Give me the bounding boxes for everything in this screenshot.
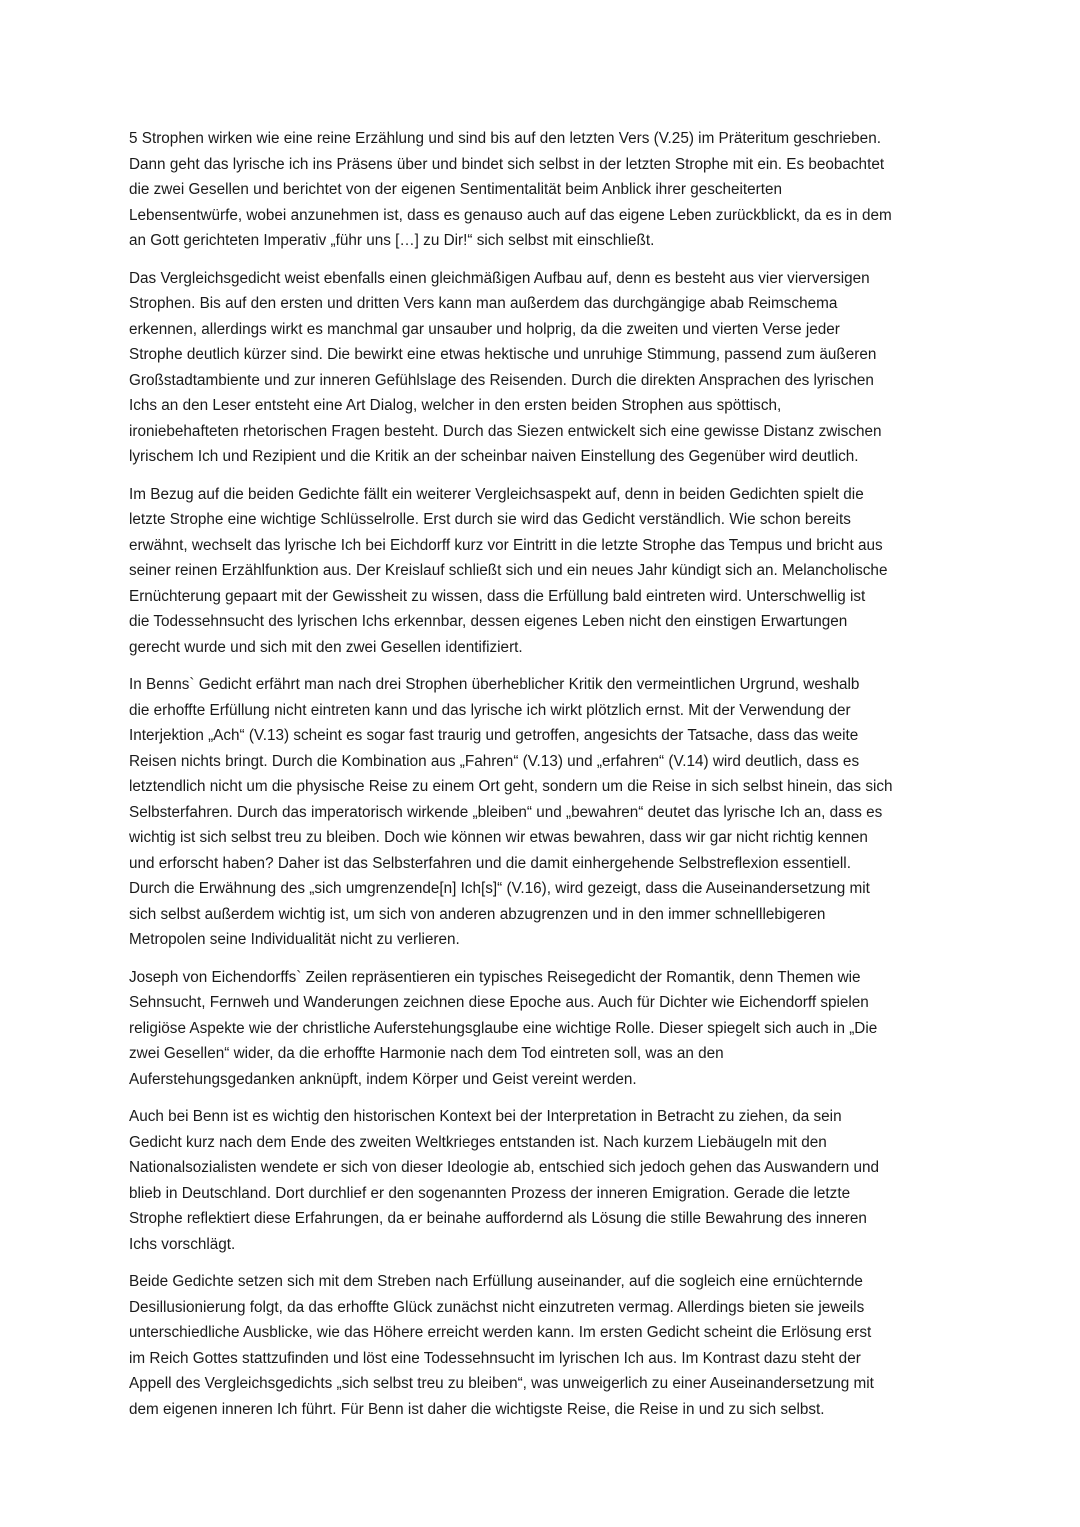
paragraph-7: Beide Gedichte setzen sich mit dem Streben nach Erfüllung auseinander, auf die sogleich eine ernüchternde Desillusionierung folgt, da das erhoffte Glück zunächst nicht einzutreten vermag. Allerdings bieten sie jeweils unterschiedliche Ausblicke, wie das Höhere erreicht werden kann. Im ersten Gedicht scheint die Erlösung erst im Reich Gottes stattzufinden und löst eine Todessehnsucht im lyrischen Ich aus. Im Kontrast dazu steht der Appell des Vergleichsgedichts „sich selbst treu zu bleiben“, was unweigerlich zu einer Auseinandersetzung mit dem eigenen inneren Ich führt. Für Benn ist daher die wichtigste Reise, die Reise in und zu sich selbst. [129, 1273, 874, 1418]
paragraph-6: Auch bei Benn ist es wichtig den historischen Kontext bei der Interpretation in Betracht zu ziehen, da sein Gedicht kurz nach dem Ende des zweiten Weltkrieges entstanden ist. Nach kurzem Liebäugeln mit den Nationalsozialisten wendete er sich von dieser Ideologie ab, entschied sich jedoch gehen das Auswandern und blieb in Deutschland. Dort durchlief er den sogenannten Prozess der inneren Emigration. Gerade die letzte Strophe reflektiert diese Erfahrungen, da er beinahe auffordernd als Lösung die stille Bewahrung des inneren Ichs vorschlägt. [129, 1108, 880, 1253]
document-page [129, 126, 951, 1434]
paragraph-5: Joseph von Eichendorffs` Zeilen repräsentieren ein typisches Reisegedicht der Romantik, denn Themen wie Sehnsucht, Fernweh und Wanderungen zeichnen diese Epoche aus. Auch für Dichter wie Eichendorff spielen religiöse Aspekte wie der christliche Auferstehungsglaube eine wichtige Rolle. Dieser spiegelt sich auch in „Die zwei Gesellen“ wider, da die erhoffte Harmonie nach dem Tod eintreten soll, was an den Auferstehungsgedanken anknüpft, indem Körper und Geist vereint werden. [129, 968, 878, 1088]
paragraph-3: Im Bezug auf die beiden Gedichte fällt ein weiterer Vergleichsaspekt auf, denn in beiden Gedichten spielt die letzte Strophe eine wichtige Schlüsselrolle. Erst durch sie wird das Gedicht verständlich. Wie schon bereits erwähnt, wechselt das lyrische Ich bei Eichdorff kurz vor Eintritt in die letzte Strophe das Tempus und bricht aus seiner reinen Erzählfunktion aus. Der Kreislauf schließt sich und ein neues Jahr kündigt sich an. Melancholische Ernüchterung gepaart mit der Gewissheit zu wissen, dass die Erfüllung bald eintreten wird. Unterschwellig ist die Todessehnsucht des lyrischen Ichs erkennbar, dessen eigenes Leben nicht den einstigen Erwartungen gerecht wurde und sich mit den zwei Gesellen identifiziert. [129, 485, 888, 656]
paragraph-2: Das Vergleichsgedicht weist ebenfalls einen gleichmäßigen Aufbau auf, denn es besteht aus vier vierversigen Strophen. Bis auf den ersten und dritten Vers kann man außerdem das durchgängige abab Reimschema erkennen, allerdings wirkt es manchmal gar unsauber und holprig, da die zweiten und vierten Verse jeder Strophe deutlich kürzer sind. Die bewirkt eine etwas hektische und unruhige Stimmung, passend zum äußeren Großstadtambiente und zur inneren Gefühlslage des Reisenden. Durch die direkten Ansprachen des lyrischen Ichs an den Leser entsteht eine Art Dialog, welcher in den ersten beiden Strophen aus spöttisch, ironiebehafteten rhetorischen Fragen besteht. Durch das Siezen entwickelt sich eine gewisse Distanz zwischen lyrischem Ich und Rezipient und die Kritik an der scheinbar naiven Einstellung des Gegenüber wird deutlich. [129, 269, 882, 465]
paragraph-4: In Benns` Gedicht erfährt man nach drei Strophen überheblicher Kritik den vermeintlichen Urgrund, weshalb die erhoffte Erfüllung nicht eintreten kann und das lyrische ich wirkt plötzlich ernst. Mit der Verwendung der Interjektion „Ach“ (V.13) scheint es sogar fast traurig und getroffen, angesichts der Tatsache, dass das weite Reisen nichts bringt. Durch die Kombination aus „Fahren“ (V.13) und „erfahren“ (V.14) wird deutlich, dass es letztendlich nicht um die physische Reise zu einem Ort geht, sondern um die Reise in sich selbst hinein, das sich Selbsterfahren. Durch das imperatorisch wirkende „bleiben“ und „bewahren“ deutet das lyrische Ich an, dass es wichtig ist sich selbst treu zu bleiben. Doch wie können wir etwas bewahren, dass wir gar nicht richtig kennen und erforscht haben? Daher ist das Selbsterfahren und die damit einhergehende Selbstreflexion essentiell. Durch die Erwähnung des „sich umgrenzende[n] Ich[s]“ (V.16), wird gezeigt, dass die Auseinandersetzung mit sich selbst außerdem wichtig ist, um sich von anderen abzugrenzen und in den immer schnelllebigeren Metropolen seine Individualität nicht zu verlieren. [129, 676, 893, 948]
paragraph-1: 5 Strophen wirken wie eine reine Erzählung und sind bis auf den letzten Vers (V.25) im Präteritum geschrieben. Dann geht das lyrische ich ins Präsens über und bindet sich selbst in der letzten Strophe mit ein. Es beobachtet die zwei Gesellen und berichtet von der eigenen Sentimentalität beim Anblick ihrer gescheiterten Lebensentwürfe, wobei anzunehmen ist, dass es genauso auch auf das eigene Leben zurückblickt, da es in dem an Gott gerichteten Imperativ „führ uns […] zu Dir!“ sich selbst mit einschließt. [129, 130, 892, 249]
